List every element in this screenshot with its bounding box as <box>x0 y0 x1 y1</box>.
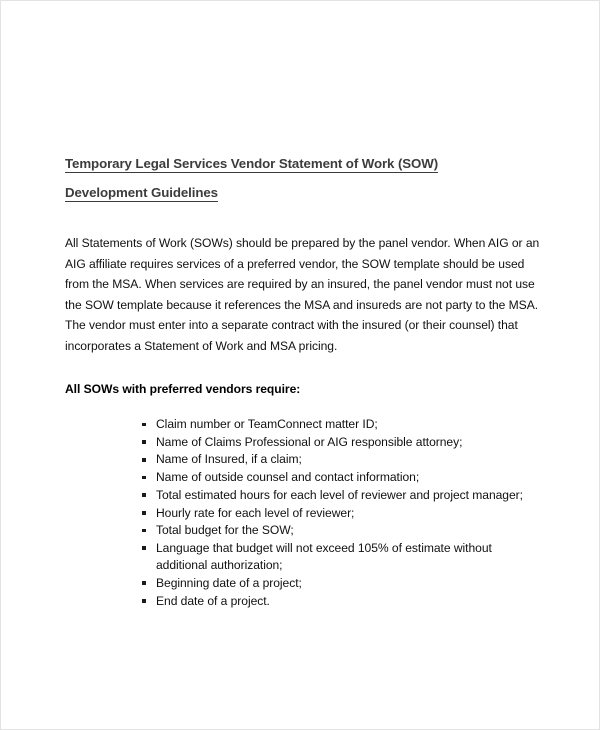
list-item-label: Beginning date of a project; <box>156 575 302 590</box>
list-item <box>65 593 542 610</box>
list-item <box>65 469 542 486</box>
list-item <box>65 451 542 468</box>
list-item <box>65 434 542 451</box>
document-body <box>65 149 542 610</box>
list-item-label: Claim number or TeamConnect matter ID; <box>156 417 378 431</box>
page-title-line-1 <box>65 149 542 178</box>
page-title-line-2-text: Development Guidelines <box>65 185 218 200</box>
square-bullet-icon <box>142 546 146 550</box>
square-bullet-icon <box>142 423 146 427</box>
list-item <box>65 487 542 504</box>
list-item <box>65 416 542 433</box>
square-bullet-icon <box>142 599 146 603</box>
list-item <box>65 522 542 539</box>
list-item-label: End date of a project. <box>156 593 270 608</box>
square-bullet-icon <box>142 476 146 480</box>
page-title <box>65 149 542 207</box>
intro-paragraph: All Statements of Work (SOWs) should be prepared by the panel vendor. When AIG or an AIG affiliate requires services of a preferred vendor, the SOW template should be used from the MSA. When services are required by an insured, the panel vendor must not use the SOW template because it references the MSA and insureds are not party to the MSA. The vendor must enter into a separate contract with the insured (or their counsel) that incorporates a Statement of Work and MSA pricing. <box>65 236 540 353</box>
list-item-label: Total estimated hours for each level of reviewer and project manager; <box>156 487 523 502</box>
square-bullet-icon <box>142 529 146 533</box>
requirements-list <box>65 398 542 610</box>
list-item <box>65 505 542 522</box>
square-bullet-icon <box>142 440 146 444</box>
list-item-label: Language that budget will not exceed 105% of estimate without additional authorization; <box>156 540 492 573</box>
list-item-label: Name of Insured, if a claim; <box>156 452 302 467</box>
list-item-label: Name of outside counsel and contact information; <box>156 470 420 485</box>
list-item-label: Name of Claims Professional or AIG responsible attorney; <box>156 434 463 449</box>
page-title-line-2 <box>65 178 542 207</box>
list-item <box>65 575 542 592</box>
section-heading: All SOWs with preferred vendors require: <box>65 382 301 396</box>
square-bullet-icon <box>142 581 146 585</box>
list-item-label: Hourly rate for each level of reviewer; <box>156 505 355 520</box>
page-title-line-1-text: Temporary Legal Services Vendor Statement of Work (SOW) <box>65 156 439 171</box>
list-item-label: Total budget for the SOW; <box>156 523 294 538</box>
square-bullet-icon <box>142 458 146 462</box>
square-bullet-icon <box>142 511 146 515</box>
square-bullet-icon <box>142 493 146 497</box>
list-item <box>65 540 542 574</box>
